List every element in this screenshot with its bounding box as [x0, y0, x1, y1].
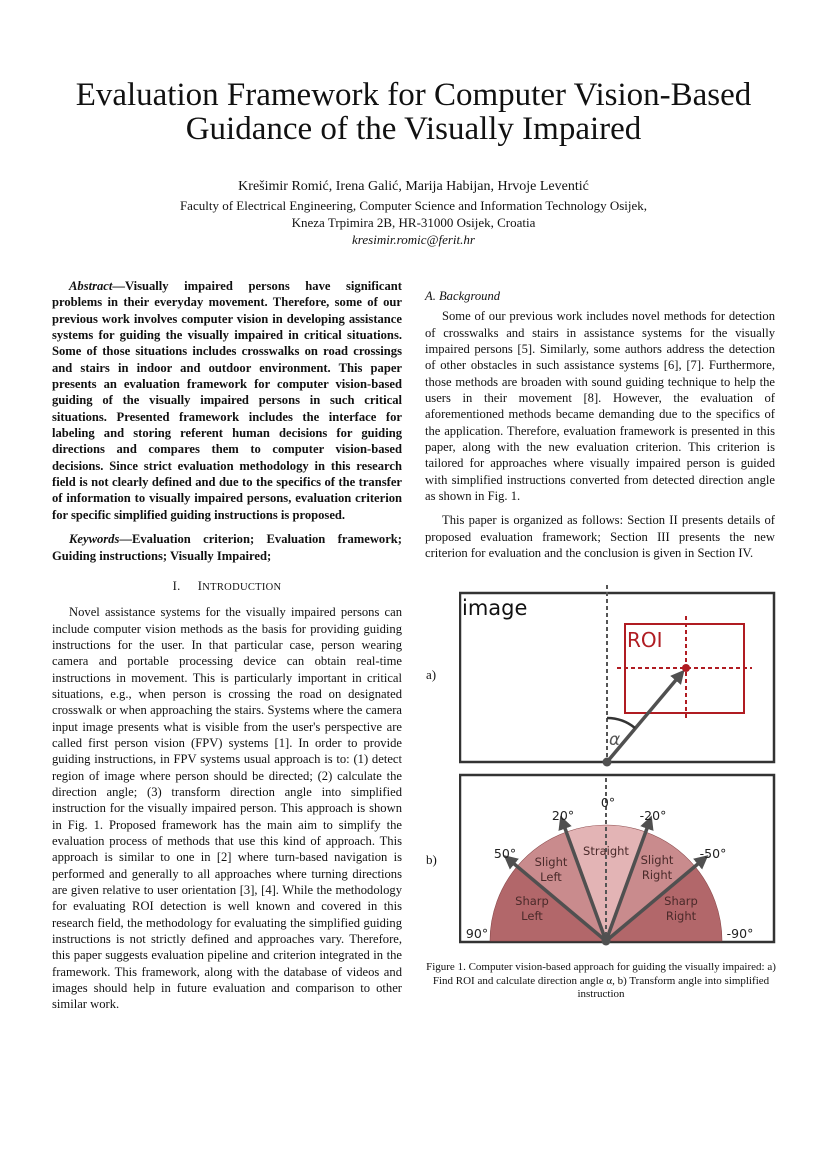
authors: Krešimir Romić, Irena Galić, Marija Habijan, Hrvoje Leventić: [238, 179, 589, 194]
keywords-text: —Evaluation criterion; Evaluation framework; Guiding instructions; Visually Impaired;: [52, 532, 402, 563]
image-label: image: [462, 596, 528, 620]
sector-slight-right-l1: Slight: [640, 853, 674, 867]
intro-heading: [52, 578, 402, 596]
affiliation-line-2: Kneza Trpimira 2B, HR-31000 Osijek, Croatia: [291, 214, 536, 230]
section-title-rest: NTRODUCTION: [202, 581, 282, 593]
angle-label-minus-20: -20°: [639, 808, 667, 823]
sector-sharp-right-l2: Right: [665, 909, 697, 923]
intro-paragraph: Novel assistance systems for the visually impaired persons can include computer vision methods as the basis for providing guiding instructions for the user. In that particular case, person wearing camera and portable processing device can obtain real-time instructions in movement. This is particularly important in critical situations, e.g., when person is crossing the road on designated crosswalk or when approaching the stairs. Systems where the camera input image presents what is visible from the user's perspective are called first person vision (FPV) systems [1]. In order to provide guiding instructions, in FPV systems usual approach is to: (1) detect region of image where person should be directed; (2) calculate the direction angle; (3) transform direction angle into simplified instruction for the visually impaired person. This approach is shown in Fig. 1. Proposed framework has the main aim to simplify the evaluation process of methods that use this kind of approach. This approach is similar to one in [2] where turn-based navigation is performed and generally to all approaches where turning directions are given relative to user orientation [3], [4]. While the methodology for evaluating ROI detection is well known and covered in this research field, the methodology for evaluating the simplified guiding instructions is not strictly defined and approaches vary. Therefore, this paper suggests evaluation pipeline and criterion integrated in the framework. This framework, along with the database of videos and images should help in future evaluation and comparison to other similar work.: [52, 605, 402, 1012]
sector-sharp-left-l2: Left: [521, 909, 543, 923]
author-email: kresimir.romic@ferit.hr: [352, 232, 475, 247]
figure-1: [459, 585, 779, 947]
right-column: [425, 288, 775, 562]
background-paragraph-2: This paper is organized as follows: Section II presents details of proposed evaluation framework; Section III presents the new criterion for evaluation and the conclusion is given in Section IV.: [425, 513, 775, 561]
left-column: [52, 278, 402, 1013]
sector-sharp-left-l1: Sharp: [515, 894, 549, 908]
roi-center-point: [682, 664, 690, 672]
title-line-1: Evaluation Framework for Computer Vision-Based: [75, 77, 752, 113]
affiliation: [0, 198, 827, 231]
background-paragraph-1: Some of our previous work includes novel methods for detection of crosswalks and stairs in assistance systems for the visually impaired persons [5]. Similarly, some authors address the detection of other obstacles in such assistance systems [6], [7]. Furthermore, those methods are broaden with sound guiding technique to help the users in their movement [8]. However, the evaluation of aforementioned methods became demanding due to the specifics of the application. Therefore, evaluation framework is presented in this paper, along with the new evaluation criterion. This criterion is tailored for approaches where visually impaired person is guided with simplified instructions converted from detected direction angle as shown in Fig. 1.: [425, 309, 775, 504]
angle-label-20: 20°: [551, 808, 575, 823]
angle-label-minus-90: -90°: [726, 926, 754, 941]
angle-label-0: 0°: [600, 795, 616, 810]
angle-label-50: 50°: [493, 846, 517, 861]
abstract: [52, 278, 402, 523]
figure-caption: Figure 1. Computer vision-based approach for guiding the visually impaired: a) Find ROI and calculate direction angle α, b) Transform angle into simplified instruction: [426, 961, 776, 1000]
sector-slight-right-l2: Right: [641, 868, 673, 882]
sector-sharp-right-l1: Sharp: [664, 894, 698, 908]
paper-title: [30, 78, 797, 146]
figure-label-b: b): [426, 852, 437, 867]
affiliation-line-1: Faculty of Electrical Engineering, Computer Science and Information Technology Osijek,: [179, 198, 648, 213]
title-line-2: Guidance of the Visually Impaired: [185, 111, 642, 147]
section-title-initial: I: [197, 578, 203, 593]
angle-label-90: 90°: [465, 926, 489, 941]
background-heading: A. Background: [425, 289, 501, 303]
abstract-label: Abstract: [69, 279, 113, 293]
sector-straight: Straight: [583, 844, 629, 858]
alpha-label: α: [609, 730, 621, 750]
roi-label: ROI: [627, 628, 663, 652]
figure-label-a: a): [426, 667, 437, 682]
abstract-text: —Visually impaired persons have significant problems in their everyday movement. Therefore, some of our previous work involves computer vision in developing assistance systems for guiding the visually impaired in critical situations. Some of those situations includes crosswalks on road crossings and stairs in indoor and outdoor environment. This paper presents an evaluation framework for computer vision-based guiding of the visually impaired persons in such critical situations. Presented framework includes the interface for labeling and storing referent human decisions for guiding directions and compares them to computer vision-based decisions. Since strict evaluation methodology in this research field is not clearly defined and due to the specifics of the transfer of information to visually impaired persons, evaluation criterion for specific simplified guiding instructions is proposed.: [52, 279, 402, 522]
angle-label-minus-50: -50°: [699, 846, 727, 861]
origin-point: [603, 758, 612, 767]
section-number: I.: [172, 578, 181, 593]
keywords: [52, 531, 402, 564]
sector-slight-left-l1: Slight: [534, 855, 568, 869]
origin-point-b: [602, 937, 611, 946]
keywords-label: Keywords: [69, 532, 120, 547]
sector-slight-left-l2: Left: [540, 870, 562, 884]
